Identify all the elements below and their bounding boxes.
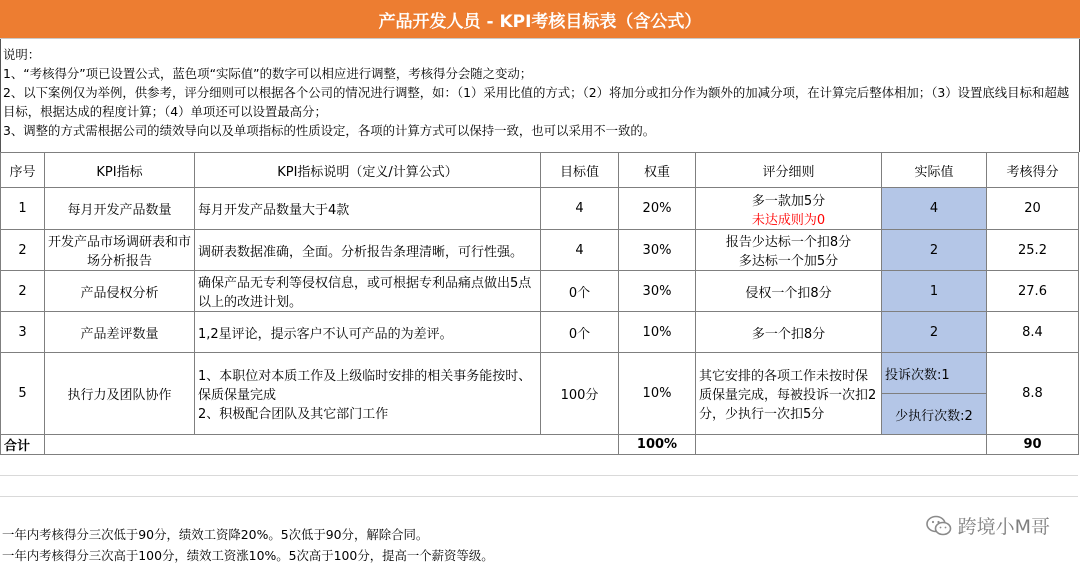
notes-heading: 说明： (3, 47, 41, 62)
sheet-title: 产品开发人员 - KPI考核目标表（含公式） (0, 0, 1080, 39)
table-row (1, 312, 1079, 353)
desc-line: 2、积极配合团队及其它部门工作 (198, 407, 389, 422)
cell-score[interactable]: 8.4 (987, 312, 1079, 353)
cell-kpi[interactable]: 开发产品市场调研表和市场分析报告 (45, 230, 195, 271)
cell-weight[interactable]: 20% (619, 188, 696, 230)
cell-score[interactable]: 8.8 (987, 353, 1079, 435)
cell-desc[interactable]: 调研表数据准确，全面。分析报告条理清晰，可行性强。 (195, 230, 541, 271)
cell-actual[interactable]: 4 (882, 188, 987, 230)
cell-kpi[interactable]: 产品侵权分析 (45, 271, 195, 312)
rule-warning: 未达成则为0 (751, 212, 826, 228)
cell-kpi[interactable]: 执行力及团队协作 (45, 353, 195, 435)
desc-line: 1、本职位对本质工作及上级临时安排的相关事务能按时、保质保量完成 (198, 369, 532, 403)
cell-score[interactable]: 20 (987, 188, 1079, 230)
cell-no[interactable]: 5 (1, 353, 45, 435)
cell-rules[interactable]: 其它安排的各项工作未按时保质保量完成，每被投诉一次扣2分，少执行一次扣5分 (696, 353, 882, 435)
header-cell[interactable]: KPI指标说明（定义/计算公式） (195, 153, 541, 188)
header-cell[interactable]: 评分细则 (696, 153, 882, 188)
cell-weight[interactable]: 30% (619, 271, 696, 312)
total-blank[interactable] (45, 435, 619, 455)
cell-weight[interactable]: 10% (619, 312, 696, 353)
cell-actual[interactable]: 少执行次数:2 (882, 394, 987, 435)
cell-desc[interactable]: 1,2星评论，提示客户不认可产品的为差评。 (195, 312, 541, 353)
header-cell[interactable]: 目标值 (541, 153, 619, 188)
cell-target[interactable]: 0个 (541, 312, 619, 353)
cell-no[interactable]: 1 (1, 188, 45, 230)
cell-desc[interactable]: 每月开发产品数量大于4款 (195, 188, 541, 230)
footer-notes (2, 524, 494, 566)
empty-row (0, 476, 1078, 497)
header-cell[interactable]: 序号 (1, 153, 45, 188)
table-row (1, 353, 1079, 394)
kpi-table (0, 152, 1079, 455)
cell-desc[interactable]: 确保产品无专利等侵权信息，或可根据专利品痛点做出5点以上的改进计划。 (195, 271, 541, 312)
watermark (926, 512, 1050, 539)
header-cell[interactable]: 考核得分 (987, 153, 1079, 188)
empty-grid-rows (0, 455, 1078, 497)
cell-rules[interactable] (696, 230, 882, 271)
cell-actual[interactable]: 1 (882, 271, 987, 312)
cell-weight[interactable]: 10% (619, 353, 696, 435)
total-blank[interactable] (696, 435, 987, 455)
cell-kpi[interactable]: 每月开发产品数量 (45, 188, 195, 230)
cell-rules[interactable]: 侵权一个扣8分 (696, 271, 882, 312)
footer-line: 一年内考核得分三次低于90分，绩效工资降20%。5次低于90分，解除合同。 (2, 527, 429, 542)
cell-score[interactable]: 25.2 (987, 230, 1079, 271)
cell-kpi[interactable]: 产品差评数量 (45, 312, 195, 353)
rule-line: 多达标一个加5分 (738, 254, 839, 269)
rule-line: 多一款加5分 (751, 193, 826, 209)
cell-target[interactable]: 0个 (541, 271, 619, 312)
cell-no[interactable]: 2 (1, 230, 45, 271)
header-cell[interactable]: 实际值 (882, 153, 987, 188)
note-line: 3、调整的方式需根据公司的绩效导向以及单项指标的性质设定，各项的计算方式可以保持一致，也可以采用不一致的。 (3, 123, 656, 138)
watermark-text: 跨境小M哥 (957, 516, 1050, 538)
total-weight[interactable]: 100% (619, 435, 696, 455)
cell-rules[interactable]: 多一个扣8分 (696, 312, 882, 353)
header-cell[interactable]: KPI指标 (45, 153, 195, 188)
cell-actual[interactable]: 投诉次数:1 (882, 353, 987, 394)
total-score[interactable]: 90 (987, 435, 1079, 455)
cell-no[interactable]: 3 (1, 312, 45, 353)
cell-score[interactable]: 27.6 (987, 271, 1079, 312)
total-row (1, 435, 1079, 455)
cell-target[interactable]: 4 (541, 188, 619, 230)
header-cell[interactable]: 权重 (619, 153, 696, 188)
cell-actual[interactable]: 2 (882, 230, 987, 271)
table-row (1, 188, 1079, 230)
cell-target[interactable]: 4 (541, 230, 619, 271)
total-label[interactable]: 合计 (1, 435, 45, 455)
table-row (1, 230, 1079, 271)
notes-block (0, 39, 1080, 152)
note-line: 1、“考核得分”项已设置公式，蓝色项“实际值”的数字可以相应进行调整，考核得分会随之变动； (3, 66, 533, 81)
footer-line: 一年内考核得分三次高于100分，绩效工资涨10%。5次高于100分，提高一个薪资等级。 (2, 548, 494, 563)
rule-line: 报告少达标一个扣8分 (725, 235, 852, 250)
cell-weight[interactable]: 30% (619, 230, 696, 271)
wechat-icon (926, 515, 952, 537)
empty-row (0, 455, 1078, 476)
cell-desc[interactable] (195, 353, 541, 435)
table-row (1, 271, 1079, 312)
note-line: 2、以下案例仅为举例，供参考，评分细则可以根据各个公司的情况进行调整，如：（1）采用比值的方式；（2）将加分或扣分作为额外的加减分项，在计算完后整体相加；（3）设置底线目标和超越目标，根据达成的程度计算；（4）单项还可以设置最高分； (3, 85, 1070, 119)
cell-rules[interactable] (696, 188, 882, 230)
header-row (1, 153, 1079, 188)
cell-target[interactable]: 100分 (541, 353, 619, 435)
cell-actual[interactable]: 2 (882, 312, 987, 353)
cell-no[interactable]: 2 (1, 271, 45, 312)
